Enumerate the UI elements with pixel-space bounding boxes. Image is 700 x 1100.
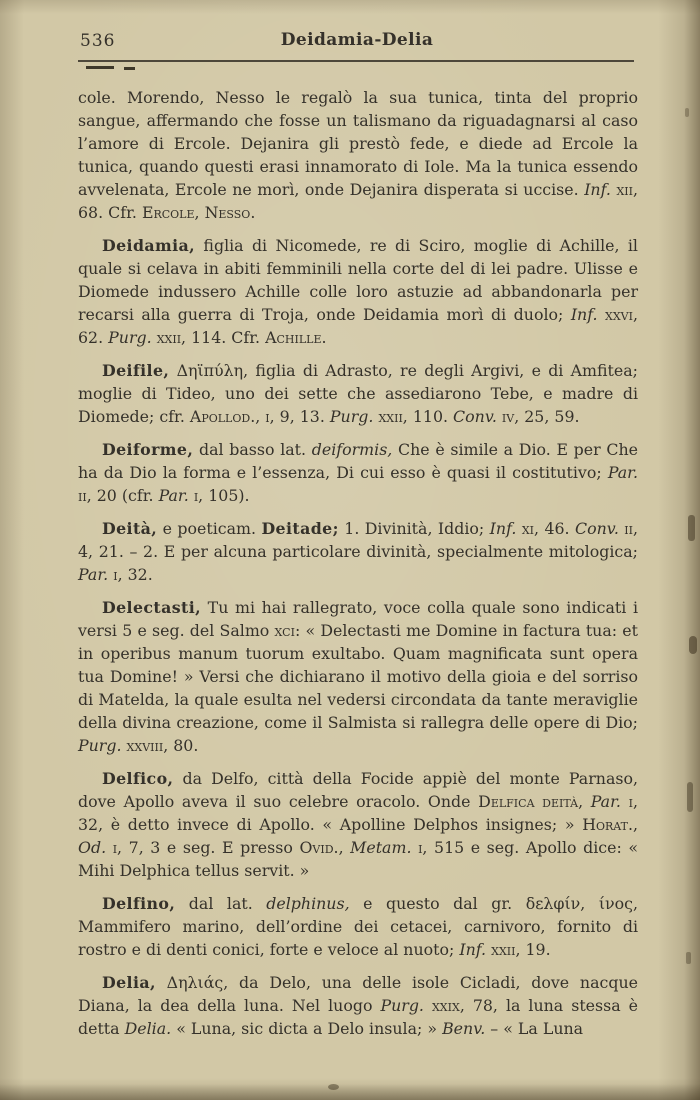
text-segment: xxii (156, 328, 182, 347)
text-segment: , 46. (534, 519, 575, 538)
text-segment: , 32, è detto invece di Apollo. « Apolline Delphos insignes; » (78, 792, 639, 834)
text-segment: Inf. (459, 940, 487, 959)
text-segment: Purg. (329, 407, 374, 426)
text-segment: i (193, 486, 199, 505)
text-segment: i (418, 838, 423, 857)
entry-delectasti (78, 596, 638, 757)
text-segment: Apollod. (189, 407, 256, 426)
text-segment: Inf. (570, 305, 598, 324)
text-segment: Metam. (350, 838, 412, 857)
entry-deita (78, 517, 638, 586)
scan-artifact (689, 636, 697, 654)
text-segment: , 114. Cfr. (181, 328, 266, 347)
text-segment: , 32. (117, 565, 153, 584)
scan-artifact (686, 952, 691, 964)
entry-deidamia (78, 234, 638, 349)
text-segment: xxii (378, 407, 403, 426)
text-segment: iv (501, 407, 515, 426)
text-segment: 1. Divinità, Iddio; (338, 519, 490, 538)
text-segment: Benv. (442, 1019, 486, 1038)
text-segment: xxviii (126, 736, 164, 755)
text-segment: Delia. (124, 1019, 172, 1038)
text-segment: : « Delectasti me Domine in factura tua: et in operibus manum tuorum exultabo. Quam magnificata sunt opera tua Domine! » Versi che dichiarano il motivo della gioia e del sorriso di Matelda, la quale esulta nel vedersi circondata da tante meraviglie della divina creazione, come il Salmista si rallegra delle opere di Dio; (78, 621, 638, 732)
text-segment: , 515 e seg. Apollo dice: « Mihi Delphica tellus servit. » (78, 838, 639, 880)
text-segment: Od. (78, 838, 107, 857)
scan-artifact (688, 515, 695, 541)
text-segment: Conv. (453, 407, 497, 426)
text-segment: Delfino, (102, 894, 176, 913)
entry-delfico (78, 767, 638, 882)
text-segment: Par. (158, 486, 189, 505)
entry-delfino (78, 892, 638, 961)
text-segment: Conv. (575, 519, 619, 538)
text-segment: , 20 (cfr. (86, 486, 159, 505)
text-segment: Purg. (108, 328, 152, 347)
page-number: 536 (80, 31, 116, 51)
text-segment: Par. (607, 463, 638, 482)
text-segment: Δηϊπύλη, figlia di Adrasto, re degli Argivi, e di Amfitea; moglie di Tideo, uno dei sette che assediarono Tebe, e madre di Diomede; cfr. (78, 361, 638, 426)
text-segment: i (112, 838, 118, 857)
scan-artifact (685, 108, 689, 117)
text-segment: figlia di Nicomede, re di Sciro, moglie di Achille, il quale si celava in abiti femminili nella corte del di lei padre. Ulisse e Diomede indussero Achille colle loro astuzie ad abbandonarla per recarsi alla guerra di Troja, onde Deidamia morì di duolo; (78, 236, 638, 324)
entry-deifile (78, 359, 638, 428)
text-segment: ii (78, 486, 87, 505)
scan-artifact (328, 1084, 339, 1090)
text-segment: , 62. (78, 305, 638, 347)
text-segment: , (632, 815, 638, 834)
text-segment: xxii (491, 940, 516, 959)
text-segment: , 80. (163, 736, 199, 755)
text-segment: Nesso (204, 203, 251, 222)
text-segment: Horat. (582, 815, 633, 834)
text-segment: , 25, 59. (514, 407, 580, 426)
text-segment: Deitade; (261, 519, 339, 538)
text-segment: – « La Luna (485, 1019, 584, 1038)
text-segment: Deidamia, (102, 236, 196, 255)
text-segment (106, 838, 113, 857)
text-segment: Par. (590, 792, 621, 811)
text-segment: Delia, (102, 973, 156, 992)
text-segment: i (265, 407, 270, 426)
text-segment: , (255, 407, 266, 426)
text-segment: , 110. (402, 407, 454, 426)
text-segment: e questo dal gr. δελφίν, ίνος, Mammifero marino, dell’ordine dei cetacei, carnivoro, fornito di rostro e di denti conici, forte e veloce al nuoto; (78, 894, 638, 959)
text-segment: dal lat. (175, 894, 267, 913)
scan-artifact (124, 67, 135, 70)
page-bottom-shadow (0, 1084, 700, 1100)
text-segment: , (578, 792, 591, 811)
text-segment: e poeticam. (157, 519, 262, 538)
text-segment: da Delfo, città della Focide appiè del monte Parnaso, dove Apollo aveva il suo celebre oracolo. Onde (78, 769, 638, 811)
text-segment: Δηλιάς, da Delo, una delle isole Cicladi, dove nacque Diana, la dea della luna. Nel luogo (78, 973, 638, 1015)
text-segment: , (194, 203, 205, 222)
text-segment (598, 305, 605, 324)
text-segment: Delectasti, (102, 598, 202, 617)
text-segment: i (628, 792, 633, 811)
text-segment: dal basso lat. (193, 440, 312, 459)
paragraph-continuation (78, 86, 638, 224)
text-segment: , 4, 21. – 2. E per alcuna particolare divinità, specialmente mitologica; (78, 519, 638, 561)
text-segment: , (338, 838, 351, 857)
text-segment: xci (274, 621, 295, 640)
text-segment: Inf. (584, 180, 611, 199)
text-segment: Tu mi hai rallegrato, voce colla quale sono indicati i versi 5 e seg. del Salmo (78, 598, 638, 640)
text-segment: , 9, 13. (269, 407, 330, 426)
text-segment: , 78, la luna stessa è detta (78, 996, 638, 1038)
entry-delia (78, 971, 638, 1040)
text-segment: « Luna, sic dicta a Delo insula; » (171, 1019, 443, 1038)
text-segment: xxix (431, 996, 460, 1015)
text-segment: Inf. (489, 519, 517, 538)
entry-deiforme (78, 438, 638, 507)
page-header (78, 30, 636, 54)
text-segment: Deità, (102, 519, 158, 538)
text-column (78, 86, 638, 1040)
text-segment: xi (521, 519, 535, 538)
text-segment: Purg. (380, 996, 424, 1015)
text-segment: Che è simile a Dio. E per Che ha da Dio la forma e l’essenza, Di cui esso è quasi il costitutivo; (78, 440, 639, 482)
text-segment: Par. (78, 565, 109, 584)
header-rule (78, 60, 634, 62)
text-segment: , 19. (515, 940, 551, 959)
text-segment: , 7, 3 e seg. E presso (117, 838, 300, 857)
text-segment: Ercole (141, 203, 195, 222)
running-title: Deidamia-Delia (280, 30, 434, 50)
text-segment: xxvi (605, 305, 633, 324)
text-segment: , 105). (198, 486, 250, 505)
text-segment: i (113, 565, 118, 584)
text-segment: delphinus, (266, 894, 350, 913)
text-segment: , 68. Cfr. (78, 180, 638, 222)
text-segment (424, 996, 432, 1015)
text-segment: cole. Morendo, Nesso le regalò la sua tunica, tinta del proprio sangue, affermando che fosse un talismano da riguadagnarsi al caso l’amore di Ercole. Dejanira gli prestò fede, e diede ad Ercole la tunica, quando questi erasi innamorato di Iole. Ma la tunica essendo avvelenata, Ercole ne morì, onde Dejanira disperata si uccise. (78, 88, 638, 199)
text-segment: deiformis, (311, 440, 393, 459)
text-segment: Deifile, (102, 361, 170, 380)
scan-artifact (86, 66, 114, 69)
text-segment: Purg. (78, 736, 122, 755)
text-segment (621, 792, 629, 811)
scan-artifact (687, 782, 693, 812)
text-segment: Ovid. (299, 838, 339, 857)
text-segment: Delfica deità (478, 792, 579, 811)
text-segment: . (250, 203, 256, 222)
text-segment: . (321, 328, 327, 347)
text-segment: xii (616, 180, 633, 199)
text-segment: Delfico, (102, 769, 174, 788)
text-segment: Achille (265, 328, 322, 347)
text-segment: ii (624, 519, 633, 538)
text-segment: Deiforme, (102, 440, 194, 459)
